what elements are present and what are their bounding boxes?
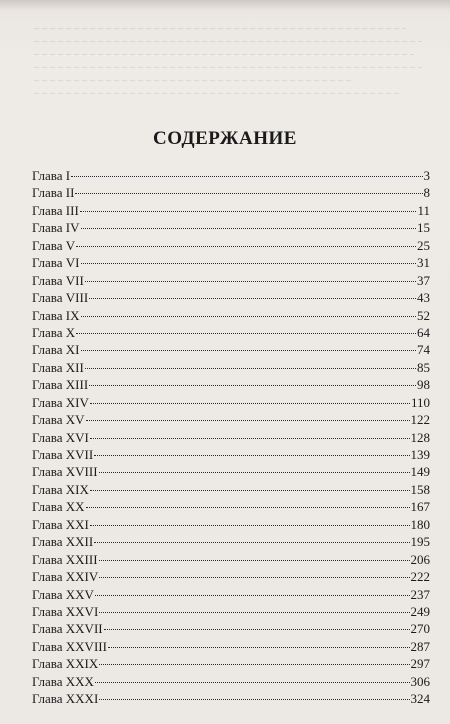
toc-entry-label: Глава V (32, 237, 76, 253)
toc-entry-label: Глава XXXI (32, 691, 99, 707)
toc-entry-label: Глава XXIII (32, 551, 98, 567)
toc-entry (32, 516, 430, 533)
toc-entry-page-number: 158 (410, 481, 430, 497)
toc-leader-dots (85, 281, 416, 282)
toc-entry-page-number: 110 (410, 394, 430, 410)
toc-leader-dots (108, 647, 410, 648)
toc-entry-label: Глава VII (32, 272, 84, 288)
toc-entry (32, 219, 430, 236)
toc-entry (32, 620, 430, 637)
toc-entry-label: Глава III (32, 202, 79, 218)
toc-entry (32, 673, 430, 690)
toc-entry-label: Глава XXV (32, 586, 94, 602)
toc-entry-label: Глава XXIV (32, 569, 99, 585)
toc-entry-label: Глава XVIII (32, 464, 98, 480)
toc-entry (32, 498, 430, 515)
toc-entry (32, 184, 430, 201)
toc-leader-dots (90, 525, 410, 526)
toc-entry (32, 341, 430, 358)
toc-leader-dots (95, 595, 410, 596)
toc-entry-label: Глава II (32, 185, 75, 201)
toc-leader-dots (76, 333, 416, 334)
toc-entry (32, 690, 430, 707)
toc-leader-dots (95, 682, 410, 683)
toc-entry (32, 586, 430, 603)
toc-leader-dots (99, 699, 409, 700)
toc-entry-label: Глава XXVI (32, 603, 99, 619)
toc-entry-page-number: 11 (417, 202, 430, 218)
toc-entry-page-number: 15 (417, 220, 430, 236)
toc-entry-page-number: 98 (417, 377, 430, 393)
toc-leader-dots (99, 612, 409, 613)
toc-leader-dots (99, 577, 409, 578)
toc-entry-label: Глава VIII (32, 290, 89, 306)
toc-entry-page-number: 122 (410, 412, 430, 428)
toc-entry (32, 272, 430, 289)
toc-leader-dots (86, 420, 410, 421)
toc-leader-dots (89, 298, 416, 299)
toc-entry-page-number: 237 (410, 586, 430, 602)
toc-entry (32, 429, 430, 446)
toc-entry (32, 446, 430, 463)
toc-entry-page-number: 222 (410, 569, 430, 585)
toc-entry-label: Глава XXI (32, 516, 89, 532)
toc-entry (32, 324, 430, 341)
toc-entry (32, 307, 430, 324)
toc-leader-dots (99, 664, 409, 665)
toc-entry-page-number: 128 (410, 429, 430, 445)
toc-entry-label: Глава XV (32, 412, 85, 428)
toc-entry (32, 167, 430, 184)
bleed-through-text (34, 28, 422, 106)
toc-entry-label: Глава XXIX (32, 656, 99, 672)
toc-entry-label: Глава IX (32, 307, 80, 323)
toc-leader-dots (76, 246, 416, 247)
toc-leader-dots (80, 211, 417, 212)
toc-entry-page-number: 31 (417, 255, 430, 271)
toc-entry (32, 411, 430, 428)
page-title: СОДЕРЖАНИЕ (153, 128, 297, 149)
toc-entry (32, 463, 430, 480)
toc-leader-dots (81, 228, 417, 229)
toc-entry (32, 289, 430, 306)
toc-entry-page-number: 25 (417, 237, 430, 253)
toc-entry-label: Глава XXVII (32, 621, 103, 637)
toc-entry-page-number: 206 (410, 551, 430, 567)
toc-entry-page-number: 64 (417, 324, 430, 340)
toc-entry-page-number: 195 (410, 534, 430, 550)
toc-entry-label: Глава XXVIII (32, 638, 107, 654)
toc-leader-dots (89, 385, 416, 386)
toc-leader-dots (81, 350, 417, 351)
toc-entry (32, 202, 430, 219)
toc-entry-page-number: 297 (410, 656, 430, 672)
toc-leader-dots (75, 193, 422, 194)
toc-entry-page-number: 180 (410, 516, 430, 532)
toc-entry-page-number: 249 (410, 603, 430, 619)
toc-entry-label: Глава XI (32, 342, 80, 358)
toc-leader-dots (99, 560, 410, 561)
toc-entry-page-number: 8 (423, 185, 430, 201)
toc-leader-dots (104, 629, 410, 630)
toc-leader-dots (90, 403, 410, 404)
toc-entry-page-number: 270 (410, 621, 430, 637)
toc-leader-dots (90, 490, 410, 491)
toc-entry-page-number: 306 (410, 673, 430, 689)
toc-entry-label: Глава I (32, 168, 71, 183)
toc-entry-label: Глава XIII (32, 377, 89, 393)
toc-leader-dots (94, 542, 409, 543)
toc-entry-label: Глава XII (32, 359, 84, 375)
toc-entry (32, 394, 430, 411)
toc-entry (32, 603, 430, 620)
toc-leader-dots (99, 472, 410, 473)
toc-entry-page-number: 43 (417, 290, 430, 306)
toc-entry-label: Глава XX (32, 499, 85, 515)
toc-entry (32, 376, 430, 393)
toc-leader-dots (71, 176, 422, 177)
toc-leader-dots (81, 263, 417, 264)
toc-leader-dots (90, 438, 410, 439)
toc-entry-page-number: 139 (410, 447, 430, 462)
toc-entry-label: Глава IV (32, 220, 80, 236)
toc-entry (32, 359, 430, 376)
toc-entry-page-number: 74 (417, 342, 430, 358)
toc-entry-page-number: 37 (417, 272, 430, 288)
toc-entry (32, 638, 430, 655)
toc-entry (32, 481, 430, 498)
toc-entry (32, 551, 430, 568)
page-edge-shadow (0, 0, 450, 10)
toc-leader-dots (86, 507, 410, 508)
toc-entry-page-number: 85 (417, 359, 430, 375)
table-of-contents (32, 167, 430, 708)
toc-entry-page-number: 149 (410, 464, 430, 480)
toc-entry-label: Глава XXX (32, 673, 94, 689)
toc-entry-label: Глава XVI (32, 429, 89, 445)
toc-entry (32, 655, 430, 672)
toc-leader-dots (94, 455, 409, 456)
toc-leader-dots (81, 316, 417, 317)
toc-entry-label: Глава XIV (32, 394, 89, 410)
toc-entry-page-number: 52 (417, 307, 430, 323)
toc-entry-label: Глава XXII (32, 534, 94, 550)
toc-entry-label: Глава VI (32, 255, 80, 271)
toc-entry-label: Глава X (32, 324, 76, 340)
toc-entry (32, 254, 430, 271)
toc-entry-page-number: 287 (410, 638, 430, 654)
toc-entry-page-number: 167 (410, 499, 430, 515)
toc-entry (32, 568, 430, 585)
toc-entry (32, 237, 430, 254)
toc-leader-dots (85, 368, 416, 369)
toc-entry-page-number: 3 (423, 168, 430, 183)
toc-entry (32, 533, 430, 550)
toc-entry-label: Глава XIX (32, 481, 89, 497)
toc-entry-page-number: 324 (410, 691, 430, 707)
toc-entry-label: Глава XVII (32, 447, 94, 462)
